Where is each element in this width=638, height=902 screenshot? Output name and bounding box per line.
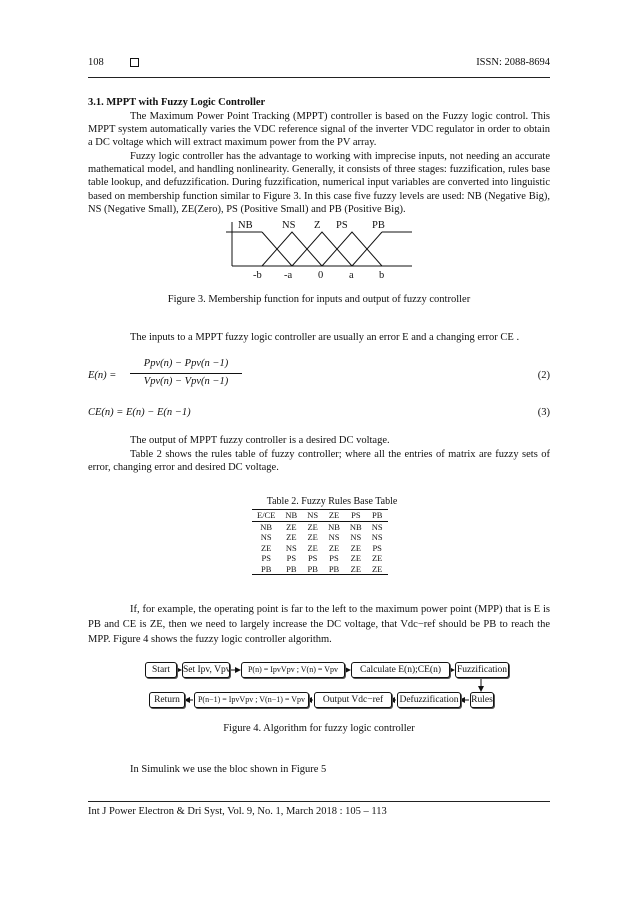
tick-neg-b: -b [253, 270, 262, 281]
flow-output: Output Vdc−ref [314, 692, 392, 708]
label-pb: PB [372, 220, 385, 231]
table-cell: NS [260, 532, 272, 542]
table-cell: ZE [371, 553, 383, 563]
flow-return: Return [149, 692, 185, 708]
table-cell: PB [280, 564, 302, 575]
flow-calculate: Calculate E(n);CE(n) [351, 662, 450, 678]
header-cell: NS [302, 510, 323, 522]
fraction-bar [130, 373, 242, 374]
figure-4-caption: Figure 4. Algorithm for fuzzy logic controller [223, 723, 415, 734]
tick-b: b [379, 270, 385, 281]
label-z: Z [314, 220, 321, 231]
table-cell: PB [302, 564, 323, 575]
table-cell: PS [329, 553, 339, 563]
table-cell: ZE [307, 542, 318, 553]
table-cell: ZE [328, 542, 340, 553]
table-cell: NS [328, 532, 340, 542]
table-cell: NS [371, 521, 383, 532]
table-cell: NS [371, 532, 383, 542]
header-cell: ZE [323, 510, 345, 522]
header-cell: E/CE [252, 510, 280, 522]
square-icon [130, 58, 139, 67]
table-row [252, 543, 388, 554]
table-cell: PB [252, 564, 280, 575]
table-row [252, 521, 388, 532]
header-cell: PS [345, 510, 367, 522]
table-cell: NB [328, 521, 340, 532]
table-cell: ZE [286, 521, 297, 532]
label-ns: NS [282, 220, 296, 231]
table-cell: NB [349, 521, 362, 532]
paragraph-4: The output of MPPT fuzzy controller is a desired DC voltage. [130, 435, 390, 446]
table-cell: PS [286, 553, 297, 563]
issn: ISSN: 2088-8694 [476, 57, 550, 68]
flow-fuzzification: Fuzzification [455, 662, 509, 678]
flow-power: P(n) = IpvVpv ; V(n) = Vpv [241, 662, 345, 678]
label-nb: NB [238, 220, 253, 231]
table-cell: PS [372, 542, 382, 553]
table-cell: ZE [345, 564, 367, 575]
tick-neg-a: -a [284, 270, 293, 281]
table-cell: ZE [350, 542, 362, 553]
flow-rules: Rules [470, 692, 494, 708]
tick-a: a [349, 270, 354, 281]
membership-labels [226, 220, 416, 282]
table-cell: NS [285, 542, 297, 553]
footer-rule [88, 801, 550, 802]
rules-table [252, 509, 388, 575]
eq3: CE(n) = E(n) − E(n −1) [88, 407, 191, 418]
flow-start: Start [145, 662, 177, 678]
table-cell: NS [350, 532, 362, 542]
table-cell: ZE [350, 553, 362, 563]
header-rule [88, 77, 550, 78]
header-cell: PB [367, 510, 388, 522]
table-row [252, 564, 388, 575]
table-cell: ZE [307, 532, 318, 542]
tick-zero: 0 [318, 270, 324, 281]
paragraph-6: If, for example, the operating point is far to the left to the maximum power point (MPP) that is E is PB and CE is ZE, then we need to largely increase the DC voltage, that Vdc−ref should be PB to reach the MPP. Figure 4 shows the fuzzy logic controller algorithm. [88, 604, 550, 645]
table-cell: ZE [261, 542, 272, 553]
section-title: 3.1. MPPT with Fuzzy Logic Controller [88, 97, 266, 108]
paragraph-5: Table 2 shows the rules table of fuzzy controller; where all the entries of matrix are fuzzy sets of error, changing error and desired DC voltage. [88, 449, 550, 474]
page-number: 108 [88, 57, 104, 68]
eq2-numerator: Ppv(n) − Ppv(n −1) [143, 358, 229, 369]
flow-set: Set Ipv, Vpv [182, 662, 230, 678]
eq2-denominator: Vpv(n) − Vpv(n −1) [143, 376, 229, 387]
table-cell: ZE [286, 532, 297, 542]
table-row [252, 532, 388, 543]
table-cell: ZE [367, 564, 388, 575]
label-ps: PS [336, 220, 348, 231]
paragraph-7: In Simulink we use the bloc shown in Figure 5 [130, 764, 327, 775]
page-header [88, 57, 550, 77]
figure-3-caption: Figure 3. Membership function for inputs and output of fuzzy controller [167, 294, 471, 305]
paragraph-1: The Maximum Power Point Tracking (MPPT) controller is based on the Fuzzy logic control. This MPPT system automatically varies the VDC reference signal of the inverter VDC regulator in order to obtain a DC voltage which will extract maximum power from the PV array. [88, 111, 550, 149]
table-cell: NB [260, 521, 273, 532]
flow-defuzzification: Defuzzification [397, 692, 461, 708]
eq3-number: (3) [537, 407, 550, 418]
table-2-caption: Table 2. Fuzzy Rules Base Table [266, 496, 398, 507]
eq2-number: (2) [537, 370, 550, 381]
header-cell: NB [280, 510, 302, 522]
table-row [252, 553, 388, 564]
table-cell: PS [261, 553, 271, 563]
table-header-row [252, 510, 388, 522]
table-cell: PB [323, 564, 345, 575]
paragraph-2: Fuzzy logic controller has the advantage to working with imprecise inputs, not needing an accurate mathematical model, and handling nonlinearity. Generally, it consists of three stages: fuzzification, rules base table lookup, and defuzzification. During fuzzification, numerical input variables are converted into linguistic based on membership function similar to Figure 3. In this case five fuzzy levels are used: NB (Negative Big), NS (Negative Small), ZE(Zero), PS (Positive Small) and PB (Positive Big). [88, 151, 550, 215]
paragraph-3: The inputs to a MPPT fuzzy logic controller are usually an error E and a changing error CE . [130, 332, 520, 343]
table-cell: PS [307, 553, 318, 563]
table-cell: ZE [307, 521, 318, 532]
flow-update: P(n−1) = IpvVpv ; V(n−1) = Vpv [194, 692, 309, 708]
footer-citation: Int J Power Electron & Dri Syst, Vol. 9, No. 1, March 2018 : 105 – 113 [88, 806, 387, 817]
eq2-lhs: E(n) = [88, 370, 117, 381]
